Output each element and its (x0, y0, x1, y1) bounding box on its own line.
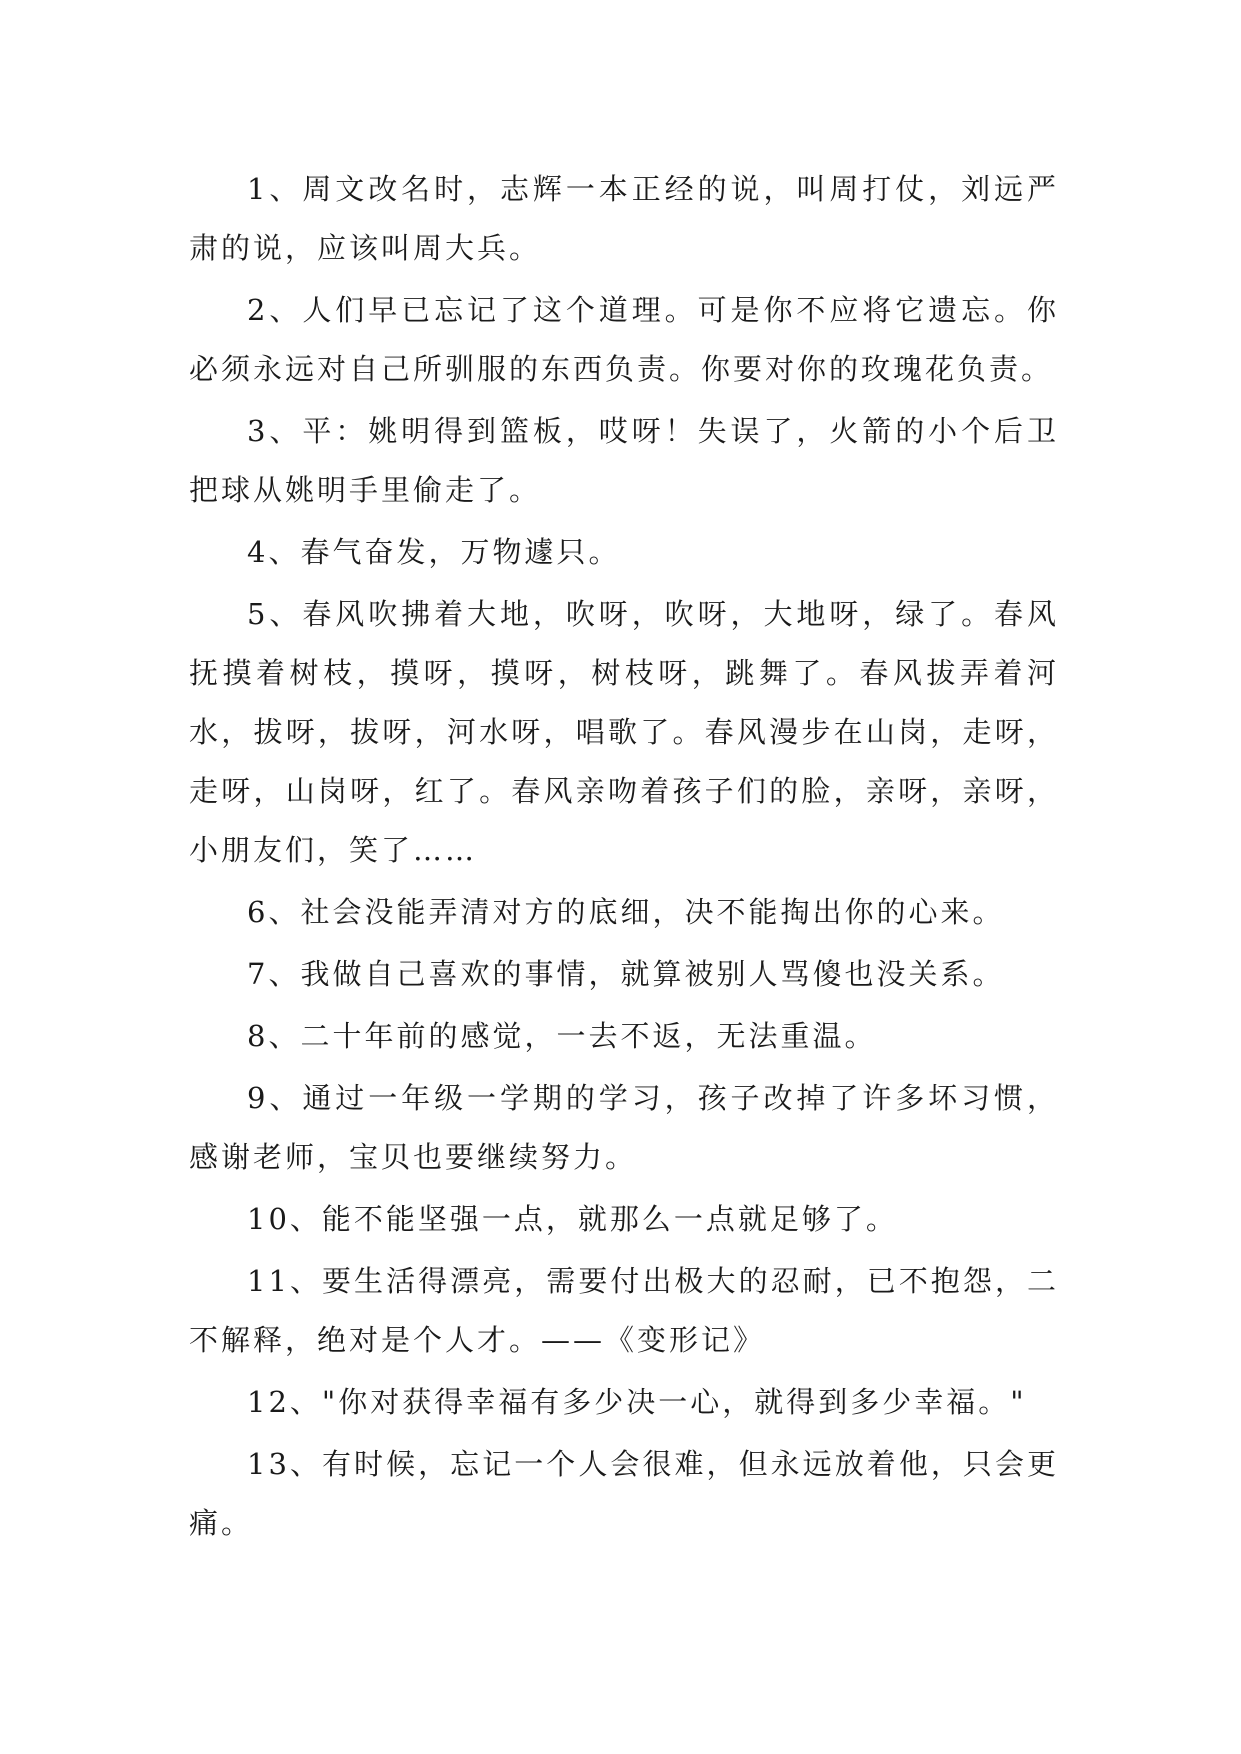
paragraph-4: 4、春气奋发，万物遽只。 (247, 535, 621, 569)
paragraph-1: 1、周文改名时，志辉一本正经的说，叫周打仗，刘远严肃的说，应该叫周大兵。 (189, 172, 1059, 265)
document-body (189, 160, 1059, 1556)
paragraph-6: 6、社会没能弄清对方的底细，决不能掏出你的心来。 (247, 895, 1005, 929)
paragraph-5: 5、春风吹拂着大地，吹呀，吹呀，大地呀，绿了。春风抚摸着树枝，摸呀，摸呀，树枝呀，跳舞了。春风拔弄着河水，拔呀，拔呀，河水呀，唱歌了。春风漫步在山岗，走呀，走呀，山岗呀，红了。春风亲吻着孩子们的脸，亲呀，亲呀，小朋友们，笑了…… (189, 597, 1059, 867)
paragraph-10: 10、能不能坚强一点，就那么一点就足够了。 (247, 1202, 898, 1236)
paragraph-3: 3、平：姚明得到篮板，哎呀！失误了，火箭的小个后卫把球从姚明手里偷走了。 (189, 414, 1059, 507)
paragraph-7: 7、我做自己喜欢的事情，就算被别人骂傻也没关系。 (247, 957, 1005, 991)
paragraph-11: 11、要生活得漂亮，需要付出极大的忍耐，已不抱怨，二不解释，绝对是个人才。——《变形记》 (189, 1264, 1059, 1357)
paragraph-8: 8、二十年前的感觉，一去不返，无法重温。 (247, 1019, 877, 1053)
paragraph-2: 2、人们早已忘记了这个道理。可是你不应将它遗忘。你必须永远对自己所驯服的东西负责。你要对你的玫瑰花负责。 (189, 293, 1059, 386)
paragraph-9: 9、通过一年级一学期的学习，孩子改掉了许多坏习惯，感谢老师，宝贝也要继续努力。 (189, 1081, 1059, 1174)
paragraph-13: 13、有时候，忘记一个人会很难，但永远放着他，只会更痛。 (189, 1447, 1059, 1540)
paragraph-12: 12、"你对获得幸福有多少决一心，就得到多少幸福。" (247, 1385, 1027, 1419)
